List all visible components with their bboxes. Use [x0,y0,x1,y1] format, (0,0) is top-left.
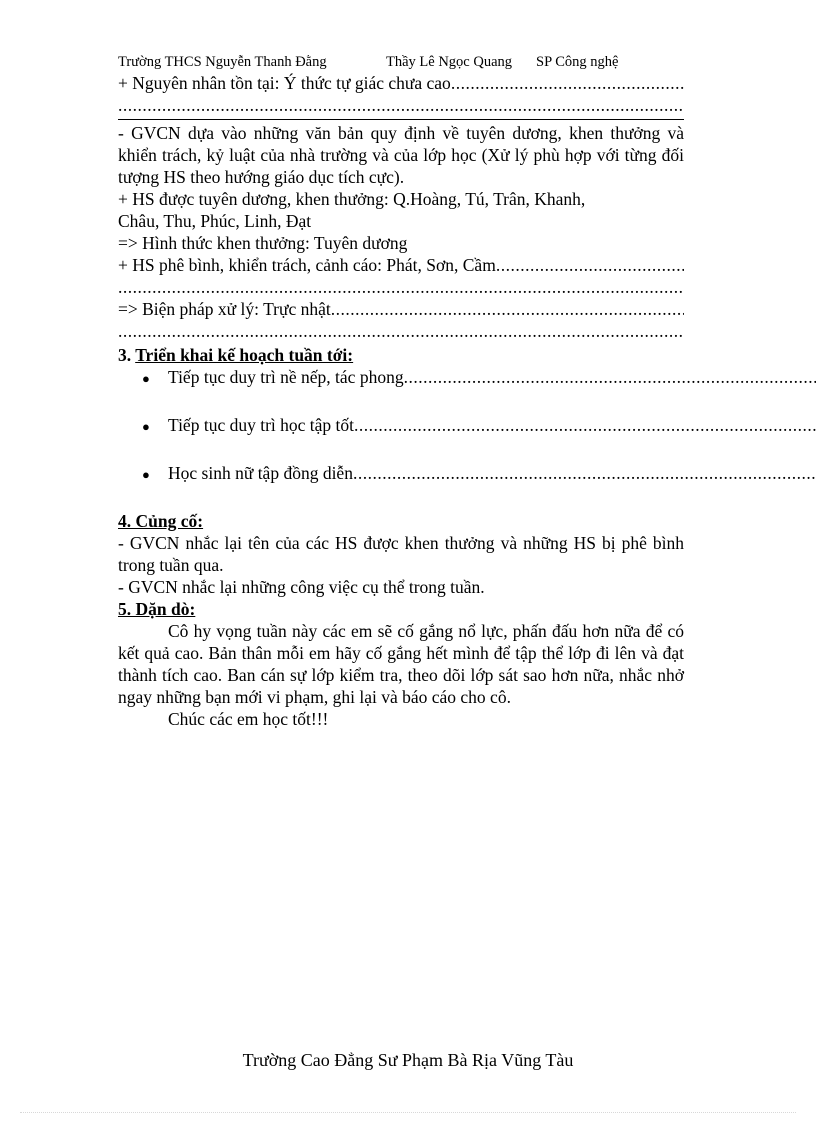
dot-leader [496,254,684,276]
header-school: Trường THCS Nguyễn Thanh Đằng [118,54,327,70]
header-teacher: Thầy Lê Ngọc Quang [386,54,513,70]
list-item: ● Tiếp tục duy trì học tập tốt ..... [118,414,684,438]
page-header [118,52,684,72]
separator-line [118,119,684,120]
gvcn-paragraph: - GVCN dựa vào những văn bản quy định về tuyên dương, khen thưởng và khiển trách, kỷ luật của nhà trường và của lớp học (Xử lý phù hợp với từng đối tượng HS theo hướng giáo dục tích cực). [118,123,684,187]
reward-form: => Hình thức khen thưởng: Tuyên dương [118,233,408,253]
dot-leader [354,414,816,436]
dot-leader [451,72,684,94]
criticized-students: + HS phê bình, khiển trách, cảnh cáo: Phát, Sơn, Cầm ..... [118,254,684,276]
section-4-line-1: - GVCN nhắc lại tên của các HS được khen thưởng và những HS bị phê bình trong tuần qua. [118,533,684,575]
dot-leader [331,298,684,320]
list-item: ● Học sinh nữ tập đồng diễn ..... [118,462,684,486]
page-footer: Trường Cao Đẳng Sư Phạm Bà Rịa Vũng Tàu [242,1050,574,1070]
praised-students-line-2: Châu, Thu, Phúc, Linh, Đạt [118,211,312,231]
cause-line: + Nguyên nhân tồn tại: Ý thức tự giác chưa cao ..... [118,72,684,94]
page-bottom-border [20,1112,796,1117]
section-5-heading: 5. Dặn dò: [118,599,196,619]
closing-line: Chúc các em học tốt!!! [168,709,329,729]
list-item: ● Tiếp tục duy trì nề nếp, tác phong ..... [118,366,684,390]
header-subject: SP Công nghệ [536,54,619,70]
blank-dotted-line [118,276,684,298]
dot-leader [353,462,816,484]
bullet-icon: ● [142,419,150,434]
section-3-heading: 3. Triển khai kế hoạch tuần tới: [118,345,354,365]
dot-leader [404,366,816,388]
next-week-tasks [118,366,684,486]
section-4-line-2: - GVCN nhắc lại những công việc cụ thể trong tuần. [118,577,485,597]
document-page [118,52,684,730]
blank-dotted-line [118,94,684,116]
blank-dotted-line [118,320,684,342]
bullet-icon: ● [142,371,150,386]
section-5-paragraph: Cô hy vọng tuần này các em sẽ cố gắng nổ lực, phấn đấu hơn nữa để có kết quả cao. Bản thân mỗi em hãy cố gắng hết mình để tập thể lớp đi lên và đạt thành tích cao. Ban cán sự lớp kiểm tra, theo dõi lớp sát sao hơn nữa, nhắc nhở ngay những bạn mới vi phạm, ghi lại và báo cáo cho cô. [118,621,684,707]
section-4-heading: 4. Củng cố: [118,511,204,531]
praised-students-line-1: + HS được tuyên dương, khen thưởng: Q.Hoàng, Tú, Trân, Khanh, [118,189,586,209]
bullet-icon: ● [142,467,150,482]
measure-line: => Biện pháp xử lý: Trực nhật ..... [118,298,684,320]
